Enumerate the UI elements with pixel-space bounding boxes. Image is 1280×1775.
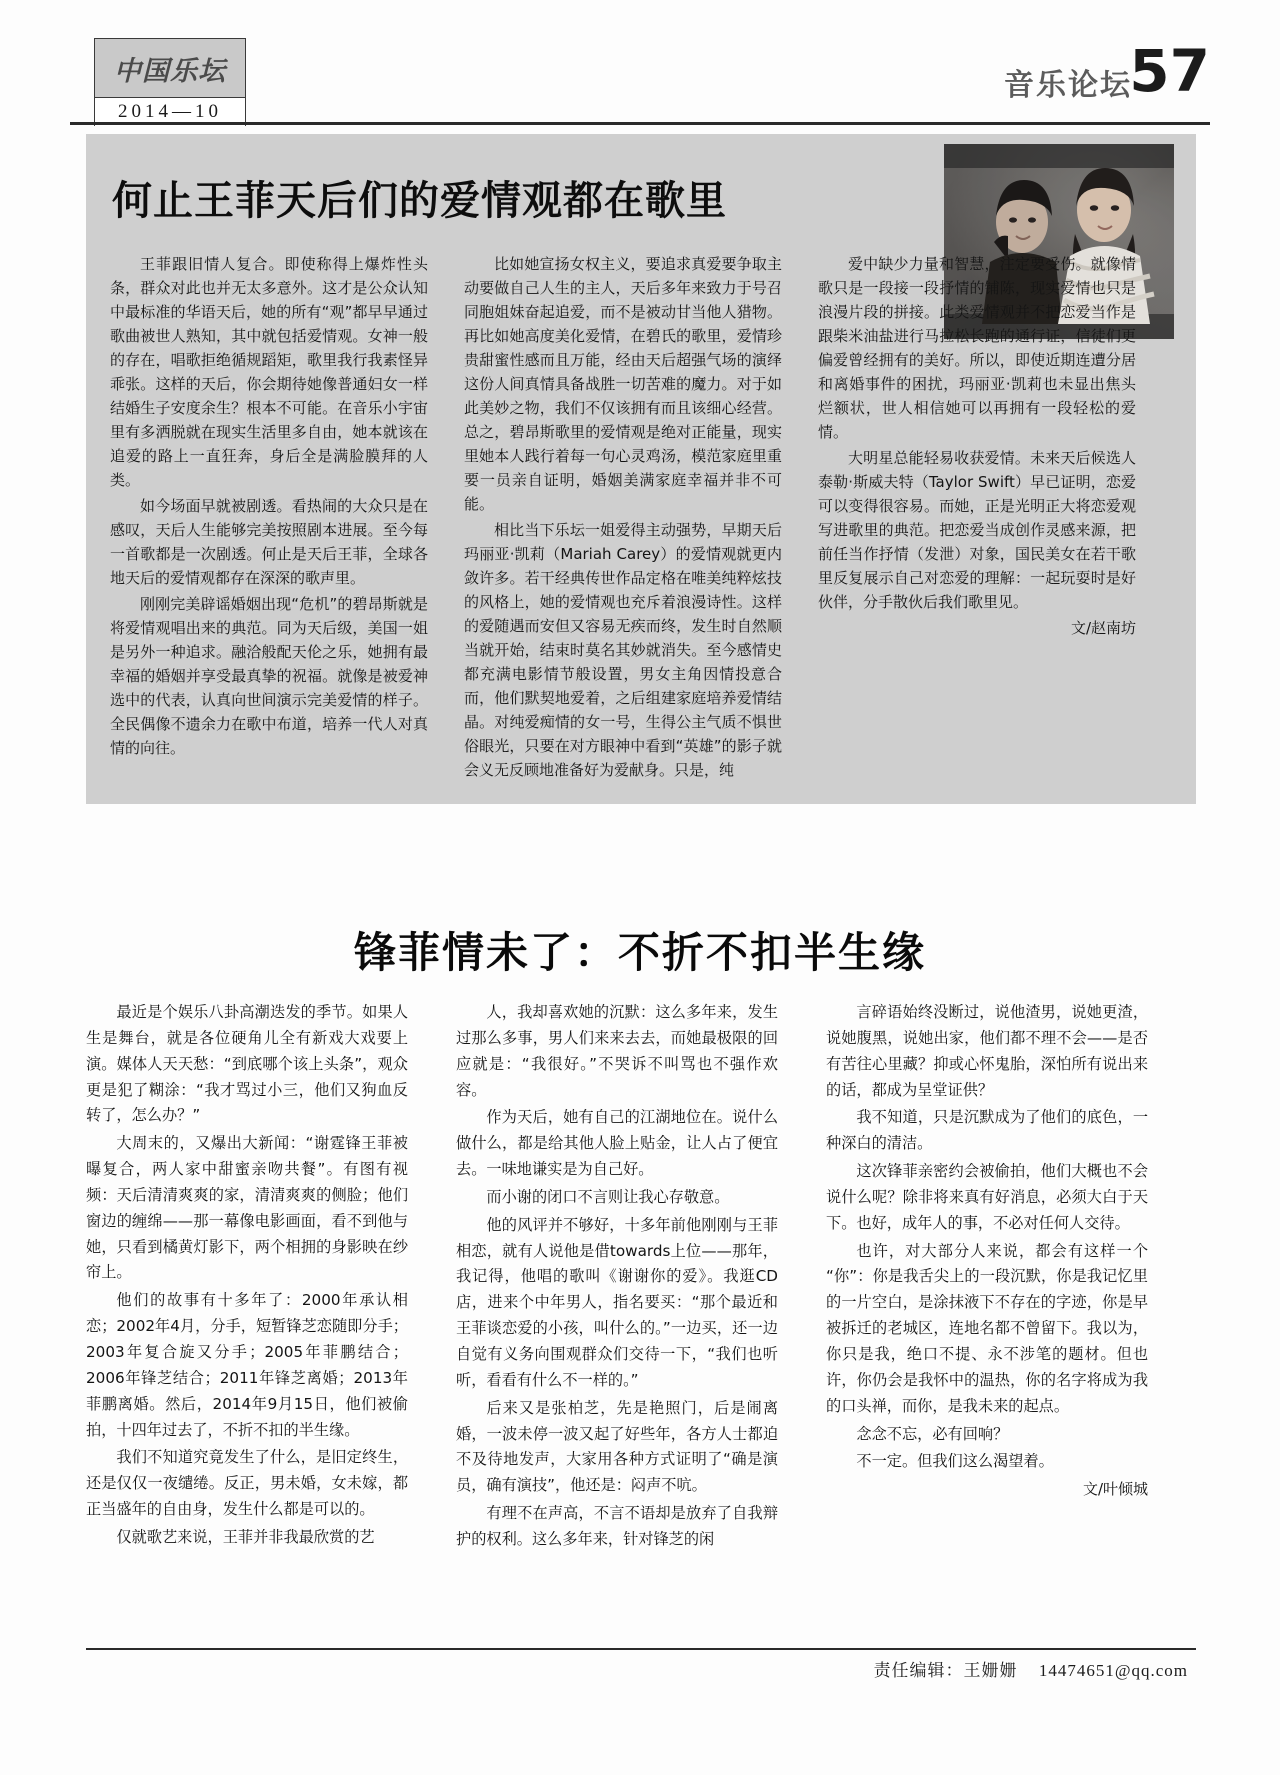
paragraph: 最近是个娱乐八卦高潮迭发的季节。如果人生是舞台，就是各位硬角儿全有新戏大戏要上演。媒体人天天愁：“到底哪个该上头条”，观众更是犯了糊涂：“我才骂过小三，他们又狗血反转了，怎么办？” (86, 1003, 408, 1125)
section-title: 音乐论坛 (1004, 68, 1132, 103)
article-one-columns (110, 252, 1172, 792)
paragraph: 我们不知道究竟发生了什么，是旧定终生，还是仅仅一夜缱绻。反正，男未婚，女未嫁，都正当盛年的自由身，发生什么都是可以的。 (86, 1448, 408, 1519)
masthead (70, 36, 1210, 128)
paragraph: 我不知道，只是沉默成为了他们的底色，一种深白的清洁。 (826, 1108, 1148, 1153)
article-two-column-3 (826, 1000, 1148, 1505)
header-divider (70, 122, 1210, 125)
article-two-columns (86, 1000, 1196, 1620)
paragraph: 有理不在声高，不言不语却是放弃了自我辩护的权利。这么多年来，针对锋芝的闲 (456, 1504, 778, 1548)
article-one-column-3 (818, 252, 1136, 642)
article-two-byline: 文/叶倾城 (1082, 1480, 1148, 1499)
article-one-byline: 文/赵南坊 (1070, 619, 1136, 637)
paragraph: 大明星总能轻易收获爱情。未来天后候选人泰勒·斯威夫特（Taylor Swift）早已证明，恋爱可以变得很容易。而她，正是光明正大将恋爱观写进歌里的典范。把恋爱当成创作灵感来源，把前任当作抒情（发泄）对象，国民美女在若干歌里反复展示自己对恋爱的理解：一起玩耍时是好伙伴，分手散伙后我们歌里见。 (818, 449, 1136, 611)
footer-divider (86, 1648, 1196, 1650)
paragraph: 刚刚完美辟谣婚姻出现“危机”的碧昂斯就是将爱情观唱出来的典范。同为天后级，美国一姐是另外一种追求。融洽般配天伦之乐，她拥有最幸福的婚姻并享受最真挚的祝福。就像是被爱神选中的代表，认真向世间演示完美爱情的样子。全民偶像不遗余力在歌中布道，培养一代人对真情的向往。 (110, 595, 428, 757)
paragraph: 相比当下乐坛一姐爱得主动强势，早期天后玛丽亚·凯莉（Mariah Carey）的爱情观就更内敛许多。若干经典传世作品定格在唯美纯粹炫技的风格上，她的爱情观也充斥着浪漫诗性。这样的爱随遇而安但又容易无疾而终，发生时自然顺当就开始，结束时莫名其妙就消失。至今感情史都充满电影情节般设置，男女主角因情投意合而，他们默契地爱着，之后组建家庭培养爱情结晶。对纯爱痴情的女一号，生得公主气质不惧世俗眼光，只要在对方眼神中看到“英雄”的影子就会义无反顾地准备好为爱献身。只是，纯 (464, 521, 782, 779)
paragraph: 比如她宣扬女权主义，要追求真爱要争取主动要做自己人生的主人，天后多年来致力于号召同胞姐妹奋起追爱，而不是被动甘当他人猎物。再比如她高度美化爱情，在碧氏的歌里，爱情珍贵甜蜜性感而且万能，经由天后超强气场的演绎这份人间真情具备战胜一切苦难的魔力。对于如此美妙之物，我们不仅该拥有而且该细心经营。总之，碧昂斯歌里的爱情观是绝对正能量，现实里她本人践行着每一句心灵鸡汤，模范家庭里重要一员亲自证明，婚姻美满家庭幸福并非不可能。 (464, 255, 782, 513)
paragraph: 作为天后，她有自己的江湖地位在。说什么做什么，都是给其他人脸上贴金，让人占了便宜去。一味地谦实是为自己好。 (456, 1108, 778, 1179)
paragraph: 爱中缺少力量和智慧，注定要受伤。就像情歌只是一段接一段抒情的铺陈，现实爱情也只是浪漫片段的拼接。此类爱情观并不把恋爱当作是跟柴米油盐进行马拉松长跑的通行证，信徒们更偏爱曾经拥有的美好。所以，即使近期连遭分居和离婚事件的困扰，玛丽亚·凯莉也未显出焦头烂额状，世人相信她可以再拥有一段轻松的爱情。 (818, 255, 1136, 441)
paragraph: 这次锋菲亲密约会被偷拍，他们大概也不会说什么呢？除非将来真有好消息，必须大白于天下。也好，成年人的事，不必对任何人交待。 (826, 1162, 1148, 1232)
footer (874, 1656, 1188, 1681)
page-number: 57 (1129, 37, 1210, 105)
magazine-logo-title: 中国乐坛 (95, 39, 245, 98)
footer-email[interactable]: 14474651@qq.com (1038, 1661, 1188, 1680)
paragraph: 他的风评并不够好，十多年前他刚刚与王菲相恋，就有人说他是借towards上位——那年，我记得，他唱的歌叫《谢谢你的爱》。我逛CD店，进来个中年男人，指名要买：“那个最近和王菲谈恋爱的小孩，叫什么的。”一边买，还一边自觉有义务向围观群众们交待一下，“我们也听听，看看有什么不一样的。” (456, 1215, 778, 1389)
article-one-column-2 (464, 252, 782, 784)
article-one-headline: 何止王菲天后们的爱情观都在歌里 (112, 178, 727, 224)
article-two-headline: 锋菲情未了：不折不扣半生缘 (353, 928, 926, 977)
paragraph: 大周末的，又爆出大新闻：“谢霆锋王菲被曝复合，两人家中甜蜜亲吻共餐”。有图有视频：天后清清爽爽的家，清清爽爽的侧脸；他们窗边的缠绵——那一幕像电影画面，看不到他与她，只看到橘黄灯影下，两个相拥的身影映在纱帘上。 (86, 1134, 408, 1282)
article-one (86, 134, 1196, 804)
paragraph: 言碎语始终没断过，说他渣男，说她更渣，说她腹黑，说她出家，他们都不理不会——是否有苦往心里藏？抑或心怀鬼胎，深怕所有说出来的话，都成为呈堂证供？ (826, 1003, 1148, 1099)
paragraph: 不一定。但我们这么渴望着。 (856, 1452, 1054, 1471)
paragraph: 后来又是张柏芝，先是艳照门，后是闹离婚，一波未停一波又起了好些年，各方人士都迫不及待地发声，大家用各种方式证明了“确是演员，确有演技”，他还是：闷声不吭。 (456, 1398, 778, 1495)
magazine-logo (94, 38, 246, 126)
footer-editor: 责任编辑：王姗姗 (873, 1661, 1018, 1680)
paragraph: 如今场面早就被剧透。看热闹的大众只是在感叹，天后人生能够完美按照剧本进展。至今每一首歌都是一次剧透。何止是天后王菲，全球各地天后的爱情观都存在深深的歌声里。 (110, 497, 428, 587)
paragraph: 王菲跟旧情人复合。即使称得上爆炸性头条，群众对此也并无太多意外。这才是公众认知中最标准的华语天后，她的所有“观”都早早通过歌曲被世人熟知，其中就包括爱情观。女神一般的存在，唱歌拒绝循规蹈矩，歌里我行我素怪异乖张。这样的天后，你会期待她像普通妇女一样结婚生子安度余生？根本不可能。在音乐小宇宙里有多洒脱就在现实生活里多自由，她本就该在追爱的路上一直狂奔，身后全是满脸膜拜的人类。 (110, 255, 428, 489)
article-one-column-1 (110, 252, 428, 762)
paragraph: 念念不忘，必有回响？ (856, 1424, 1009, 1443)
paragraph: 仅就歌艺来说，王菲并非我最欣赏的艺 (116, 1527, 375, 1546)
paragraph: 而小谢的闭口不言则让我心存敬意。 (486, 1187, 730, 1206)
magazine-issue: 2014—10 (95, 98, 245, 126)
article-two-column-2 (456, 1000, 778, 1555)
paragraph: 人，我却喜欢她的沉默：这么多年来，发生过那么多事，男人们来来去去，而她最极限的回应就是：“我很好。”不哭诉不叫骂也不强作欢容。 (456, 1003, 778, 1099)
paragraph: 他们的故事有十多年了：2000年承认相恋；2002年4月，分手，短暂锋芝恋随即分手；2003年复合旋又分手；2005年菲鹏结合；2006年锋芝结合；2011年锋芝离婚；2013年菲鹏离婚。然后，2014年9月15日，他们被偷拍，十四年过去了，不折不扣的半生缘。 (86, 1291, 408, 1439)
paragraph: 也许，对大部分人来说，都会有这样一个“你”：你是我舌尖上的一段沉默，你是我记忆里的一片空白，是涂抹液下不存在的字迹，你是早被拆迁的老城区，连地名都不曾留下。我以为，你只是我，绝口不提、永不涉笔的题材。但也许，你仍会是我怀中的温热，你的名字将成为我的口头禅，而你，是我未来的起点。 (826, 1241, 1148, 1415)
article-two-column-1 (86, 1000, 408, 1553)
